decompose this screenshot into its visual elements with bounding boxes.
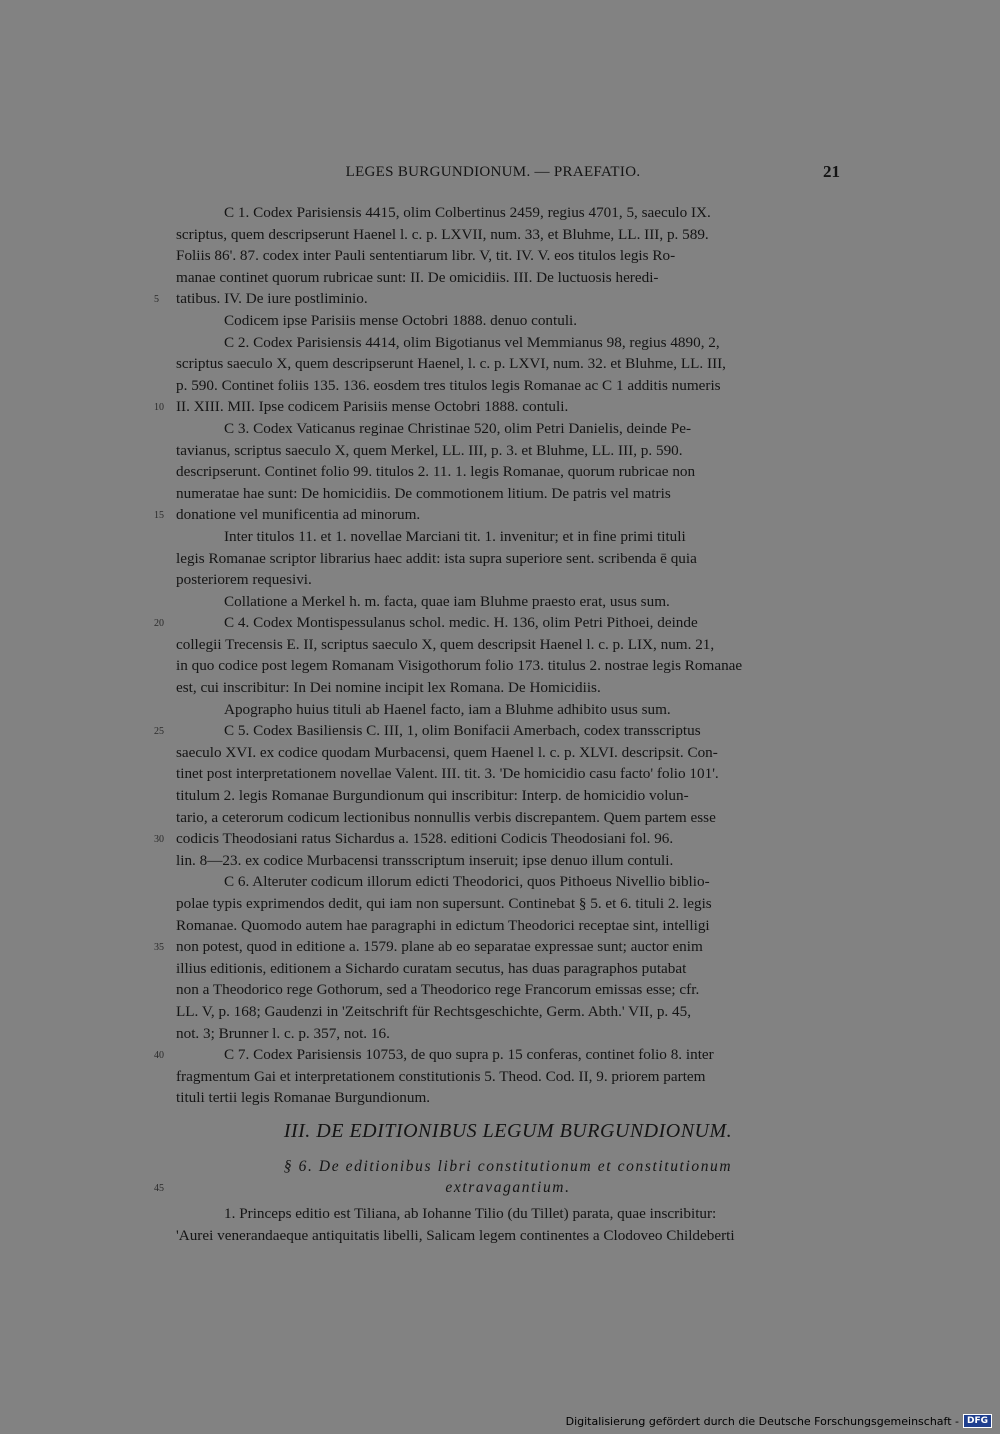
text-line [176,742,840,764]
text-line [154,1044,840,1066]
line-text: tavianus, scriptus saeculo X, quem Merkel, LL. III, p. 3. et Bluhme, LL. III, p. 590. [176,441,683,459]
line-text: donatione vel munificentia ad minorum. [176,506,421,524]
text-line [154,936,840,958]
subsection-line-2: extravagantium. [445,1179,571,1196]
text-line [176,1203,840,1225]
line-text: polae typis exprimendos dedit, qui iam non supersunt. Continebat § 5. et 6. tituli 2. legis [176,895,712,912]
text-line [176,245,840,267]
line-text: in quo codice post legem Romanam Visigothorum folio 173. titulus 2. nostrae legis Romanae [176,657,743,675]
text-line [176,915,840,937]
text-line [176,461,840,483]
line-text: scriptus saeculo X, quem descripserunt Haenel, l. c. p. LXVI, num. 32. et Bluhme, LL. III, [176,355,726,373]
line-text: non a Theodorico rege Gothorum, sed a Theodorico rege Francorum emissas esse; cfr. [176,981,700,999]
text-line [176,893,840,915]
text-line [176,418,840,440]
text-line [154,288,840,310]
line-text: Romanae. Quomodo autem hae paragraphi in edictum Theodorici receptae sint, intelligi [176,916,710,934]
text-line [154,396,840,418]
text-line [176,958,840,980]
text-line [176,634,840,656]
dfg-logo: DFG [963,1414,992,1428]
footer [566,1414,992,1428]
running-head: LEGES BURGUNDIONUM. — PRAEFATIO. [345,164,641,180]
text-line [176,850,840,872]
text-line [176,440,840,462]
line-number: 40 [154,1050,164,1062]
section-title: III. DE EDITIONIBUS LEGUM BURGUNDIONUM. [283,1120,733,1142]
line-text: C 5. Codex Basiliensis C. III, 1, olim Bonifacii Amerbach, codex transscriptus [224,722,701,740]
text-line [154,720,840,742]
line-text: 1. Princeps editio est Tiliana, ab Iohanne Tilio (du Tillet) parata, quae inscribitur: [224,1205,717,1222]
line-text: illius editionis, editionem a Sichardo curatam secutus, has duas paragraphos putabat [176,959,687,977]
text-line [176,548,840,570]
text-line [176,591,840,613]
text-line [176,569,840,591]
text-line [176,655,840,677]
line-number: 10 [154,402,164,414]
line-text: legis Romanae scriptor librarius haec addit: ista supra superiore sent. scribenda ē quia [176,549,697,567]
text-line [176,1066,840,1088]
text-line [176,785,840,807]
line-text: manae continet quorum rubricae sunt: II. De omicidiis. III. De luctuosis heredi- [176,268,659,286]
text-line [176,332,840,354]
line-text: tatibus. IV. De iure postliminio. [176,290,368,308]
line-text: LL. V, p. 168; Gaudenzi in 'Zeitschrift für Rechtsgeschichte, Germ. Abth.' VII, p. 45, [176,1002,691,1020]
text-line [176,1001,840,1023]
line-text: saeculo XVI. ex codice quodam Murbacensi, quem Haenel l. c. p. XLVI. descripsit. Con- [176,743,718,761]
line-text: collegii Trecensis E. II, scriptus saeculo X, quem descripsit Haenel l. c. p. LIX, num. 21, [176,635,715,653]
text-line [176,677,840,699]
footer-text: Digitalisierung gefördert durch die Deutsche Forschungsgemeinschaft - [565,1414,959,1428]
line-text: scriptus, quem descripserunt Haenel l. c. p. LXVII, num. 33, et Bluhme, LL. III, p. 589. [176,225,709,243]
text-line [176,1225,840,1247]
line-text: non potest, quod in editione a. 1579. plane ab eo separatae expressae sunt; auctor enim [176,938,703,956]
text-line [176,267,840,289]
line-text: C 3. Codex Vaticanus reginae Christinae 520, olim Petri Danielis, deinde Pe- [224,419,692,437]
text-line [154,612,840,634]
line-text: Collatione a Merkel h. m. facta, quae iam Bluhme praesto erat, usus sum. [224,592,670,610]
subsection-heading [154,1156,840,1198]
text-line [176,871,840,893]
line-text: not. 3; Brunner l. c. p. 357, not. 16. [176,1024,390,1042]
line-text: Foliis 86'. 87. codex inter Pauli sententiarum libr. V, tit. IV. V. eos titulos legis Ro- [176,247,676,265]
line-text: descripserunt. Continet folio 99. titulos 2. 11. 1. legis Romanae, quorum rubricae non [176,463,696,481]
text-line [176,526,840,548]
line-text: C 6. Alteruter codicum illorum edicti Theodorici, quos Pithoeus Nivellio biblio- [224,873,710,891]
line-number: 45 [154,1183,164,1194]
body-text [154,202,840,1109]
line-text: II. XIII. MII. Ipse codicem Parisiis mense Octobri 1888. contuli. [176,398,569,416]
subsection-line-1: § 6. De editionibus libri constitutionum et constitutionum [283,1158,733,1175]
line-number: 20 [154,618,164,630]
line-text: 'Aurei venerandaeque antiquitatis libelli, Salicam legem continentes a Clodoveo Childeberti [176,1226,735,1244]
line-number: 30 [154,834,164,846]
line-text: C 4. Codex Montispessulanus schol. medic. H. 136, olim Petri Pithoei, deinde [224,614,698,632]
line-text: tituli tertii legis Romanae Burgundionum. [176,1089,431,1107]
text-line [176,202,840,224]
line-text: numeratae hae sunt: De homicidiis. De commotionem litium. De patris vel matris [176,484,671,502]
final-paragraph [176,1203,840,1246]
line-text: C 2. Codex Parisiensis 4414, olim Bigotianus vel Memmianus 98, regius 4890, 2, [224,333,720,351]
text-line [176,310,840,332]
line-text: fragmentum Gai et interpretationem constitutionis 5. Theod. Cod. II, 9. priorem partem [176,1067,706,1085]
text-line [176,375,840,397]
text-line [176,699,840,721]
text-line [176,807,840,829]
text-line [154,828,840,850]
line-text: C 7. Codex Parisiensis 10753, de quo supra p. 15 conferas, continet folio 8. inter [224,1046,714,1064]
line-text: tario, a ceterorum codicum lectionibus nonnullis verbis discrepantem. Quem partem esse [176,808,716,826]
line-text: posteriorem requesivi. [176,571,312,589]
line-number: 15 [154,510,164,522]
line-text: lin. 8—23. ex codice Murbacensi transscriptum inseruit; ipse denuo illum contuli. [176,851,674,869]
line-text: tinet post interpretationem novellae Valent. III. tit. 3. 'De homicidio casu facto' folio 101'. [176,765,719,783]
page-number: 21 [823,162,840,181]
text-line [176,763,840,785]
line-number: 25 [154,726,164,738]
line-number: 35 [154,942,164,954]
line-text: C 1. Codex Parisiensis 4415, olim Colbertinus 2459, regius 4701, 5, saeculo IX. [224,204,711,221]
text-line [176,224,840,246]
line-text: Codicem ipse Parisiis mense Octobri 1888. denuo contuli. [224,311,578,329]
text-line [176,353,840,375]
line-text: Apographo huius tituli ab Haenel facto, iam a Bluhme adhibito usus sum. [224,700,671,718]
line-text: p. 590. Continet foliis 135. 136. eosdem tres titulos legis Romanae ac C 1 additis numeris [176,376,721,394]
line-text: codicis Theodosiani ratus Sichardus a. 1528. editioni Codicis Theodosiani fol. 96. [176,830,674,848]
text-line [176,483,840,505]
text-line [176,1087,840,1109]
line-number: 5 [154,294,159,306]
line-text: titulum 2. legis Romanae Burgundionum qui inscribitur: Interp. de homicidio volun- [176,787,689,805]
text-line [176,1023,840,1045]
text-line [154,504,840,526]
line-text: Inter titulos 11. et 1. novellae Marciani tit. 1. invenitur; et in fine primi tituli [224,527,686,545]
line-text: est, cui inscribitur: In Dei nomine incipit lex Romana. De Homicidiis. [176,679,601,697]
page-header [176,164,840,188]
text-line [176,979,840,1001]
